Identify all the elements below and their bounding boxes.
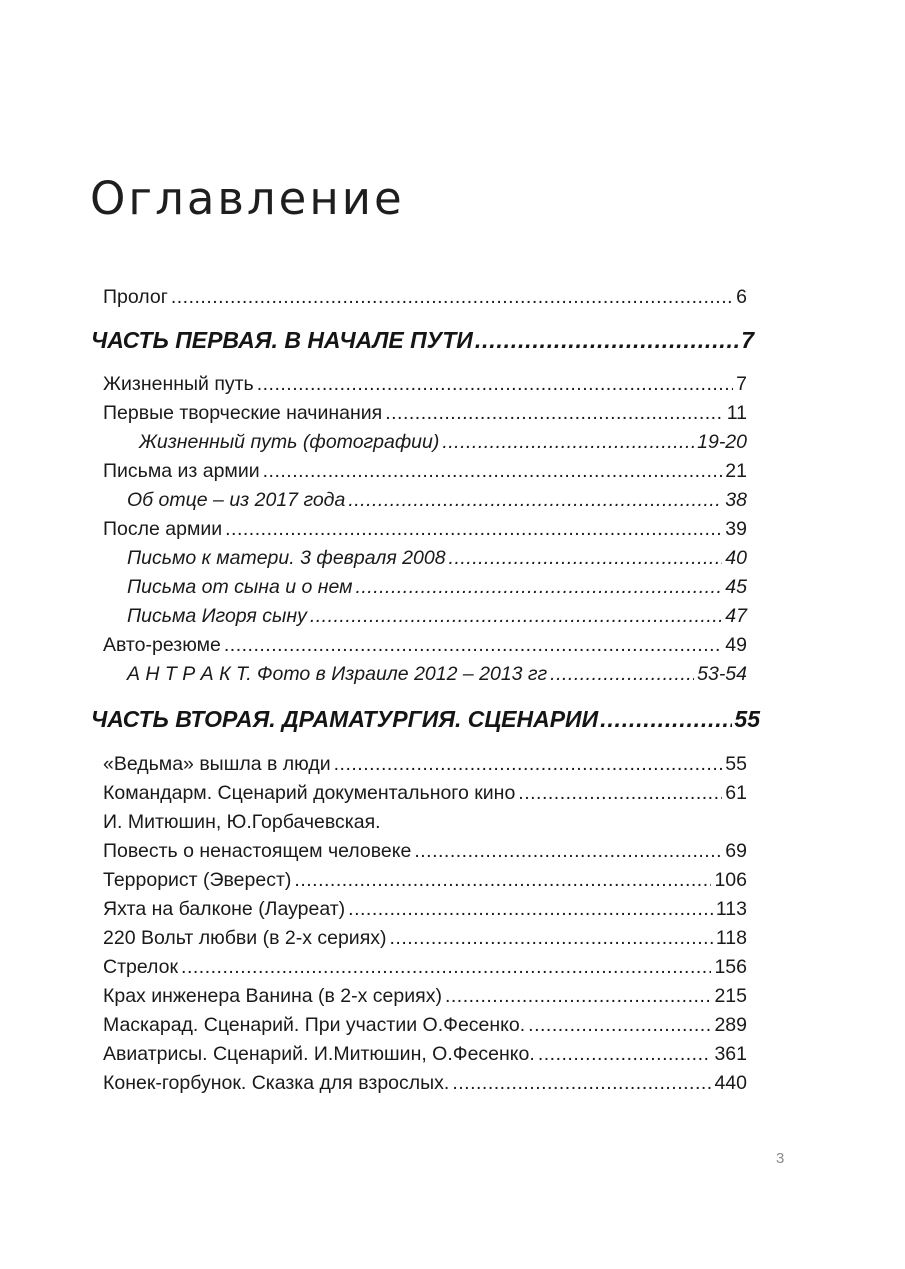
toc-entry-authors: И. Митюшин, Ю.Горбачевская. [103, 811, 381, 833]
toc-entry-page: 11 [726, 402, 747, 424]
toc-subentry[interactable] [127, 544, 747, 573]
leader-dots [518, 779, 722, 808]
toc-entry-title: Об отце – из 2017 года [127, 489, 346, 511]
toc-entry[interactable] [103, 1069, 747, 1098]
toc-entry-title: Первые творческие начинания [103, 402, 383, 424]
page-number: 3 [776, 1150, 785, 1167]
toc-part-heading-1[interactable] [91, 323, 754, 357]
toc-entry-title: Командарм. Сценарий документального кино [103, 782, 516, 804]
part-page: 55 [734, 706, 760, 732]
toc-entry[interactable] [103, 750, 747, 779]
toc-entry[interactable] [103, 399, 747, 428]
leader-dots [538, 1040, 712, 1069]
toc-entry[interactable] [103, 779, 747, 808]
leader-dots [390, 924, 713, 953]
part-title: ЧАСТЬ ПЕРВАЯ. В НАЧАЛЕ ПУТИ [91, 327, 473, 353]
toc-entry-page: 47 [725, 605, 747, 627]
leader-dots [550, 660, 694, 689]
leader-dots [385, 399, 724, 428]
toc-subentry[interactable] [127, 573, 747, 602]
toc-subentry[interactable] [139, 428, 747, 457]
toc-entry-page: 7 [736, 373, 747, 395]
toc-entry-page: 55 [725, 753, 747, 775]
toc-entry-title: Повесть о ненастоящем человеке [103, 840, 412, 862]
part-page: 7 [741, 327, 754, 353]
toc-entry-title: Террорист (Эверест) [103, 869, 292, 891]
toc-entry-title: Крах инженера Ванина (в 2-х сериях) [103, 985, 442, 1007]
toc-entry-page: 53-54 [697, 663, 747, 685]
toc-entry[interactable] [103, 631, 747, 660]
toc-entry-title: Конек-горбунок. Сказка для взрослых. [103, 1072, 450, 1094]
toc-entry-page: 69 [725, 840, 747, 862]
toc-entry-title: Письма Игоря сыну [127, 605, 307, 627]
leader-dots [334, 750, 723, 779]
toc-entry-title: Жизненный путь [103, 373, 254, 395]
toc-entry-page: 21 [725, 460, 747, 482]
toc-entry-page: 6 [736, 286, 747, 308]
toc-entry-page: 45 [725, 576, 747, 598]
toc-entry-page: 40 [725, 547, 747, 569]
toc-entry-title: Письма из армии [103, 460, 260, 482]
leader-dots [442, 428, 694, 457]
toc-entry-title: Яхта на балконе (Лауреат) [103, 898, 346, 920]
toc-entry-page: 19-20 [697, 431, 747, 453]
toc-part-heading-2[interactable] [91, 702, 760, 736]
toc-entry-page: 361 [714, 1043, 747, 1065]
toc-entry-page: 61 [725, 782, 747, 804]
toc-entry-page: 38 [725, 489, 747, 511]
leader-dots [528, 1011, 711, 1040]
toc-entry[interactable] [103, 866, 747, 895]
toc-entry-page: 39 [725, 518, 747, 540]
leader-dots [600, 702, 732, 736]
leader-dots [171, 283, 733, 312]
leader-dots [225, 515, 722, 544]
toc-entry-page: 156 [714, 956, 747, 978]
leader-dots [449, 544, 723, 573]
toc-entry[interactable] [103, 1011, 747, 1040]
toc-entry-page: 118 [715, 927, 747, 949]
leader-dots [355, 573, 722, 602]
toc-entry[interactable] [103, 982, 747, 1011]
toc-subentry[interactable] [127, 660, 747, 689]
toc-entry[interactable] [103, 924, 747, 953]
toc-entry-title: После армии [103, 518, 223, 540]
leader-dots [257, 370, 733, 399]
toc-entry[interactable] [103, 370, 747, 399]
toc-entry[interactable] [103, 837, 747, 866]
toc-entry-title: А Н Т Р А К Т. Фото в Израиле 2012 – 2013 гг [127, 663, 548, 685]
toc-subentry[interactable] [127, 486, 747, 515]
toc-entry-title: Авто-резюме [103, 634, 221, 656]
toc-entry-prolog[interactable] [103, 283, 747, 312]
toc-entry-title: 220 Вольт любви (в 2-х сериях) [103, 927, 387, 949]
toc-entry-page: 106 [714, 869, 747, 891]
toc-entry[interactable] [103, 1040, 747, 1069]
toc-entry-title: Письма от сына и о нем [127, 576, 353, 598]
leader-dots [452, 1069, 711, 1098]
toc-entry[interactable] [103, 457, 747, 486]
leader-dots [181, 953, 711, 982]
page-title: Оглавление [90, 172, 405, 225]
toc-entry-title: Жизненный путь (фотографии) [139, 431, 440, 453]
toc-entry[interactable] [103, 515, 747, 544]
toc-entry-page: 215 [714, 985, 747, 1007]
toc-entry-page: 289 [714, 1014, 747, 1036]
toc-entry-page: 440 [714, 1072, 747, 1094]
toc-entry-title: Стрелок [103, 956, 179, 978]
toc-entry-page: 49 [725, 634, 747, 656]
leader-dots [348, 895, 713, 924]
toc-entry-page: 113 [715, 898, 747, 920]
leader-dots [348, 486, 722, 515]
leader-dots [224, 631, 722, 660]
toc-entry-title: Авиатрисы. Сценарий. И.Митюшин, О.Фесенко. [103, 1043, 535, 1065]
leader-dots [294, 866, 711, 895]
toc-entry[interactable] [103, 953, 747, 982]
leader-dots [310, 602, 722, 631]
leader-dots [445, 982, 712, 1011]
leader-dots [263, 457, 723, 486]
toc-entry-title: Маскарад. Сценарий. При участии О.Фесенко. [103, 1014, 526, 1036]
toc-entry[interactable] [103, 895, 747, 924]
toc-entry-title: «Ведьма» вышла в люди [103, 753, 331, 775]
toc-entry-title: Пролог [103, 286, 168, 308]
toc-entry-title: Письмо к матери. 3 февраля 2008 [127, 547, 446, 569]
leader-dots [414, 837, 722, 866]
toc-subentry[interactable] [127, 602, 747, 631]
part-title: ЧАСТЬ ВТОРАЯ. ДРАМАТУРГИЯ. СЦЕНАРИИ [91, 706, 599, 732]
leader-dots [475, 323, 739, 357]
